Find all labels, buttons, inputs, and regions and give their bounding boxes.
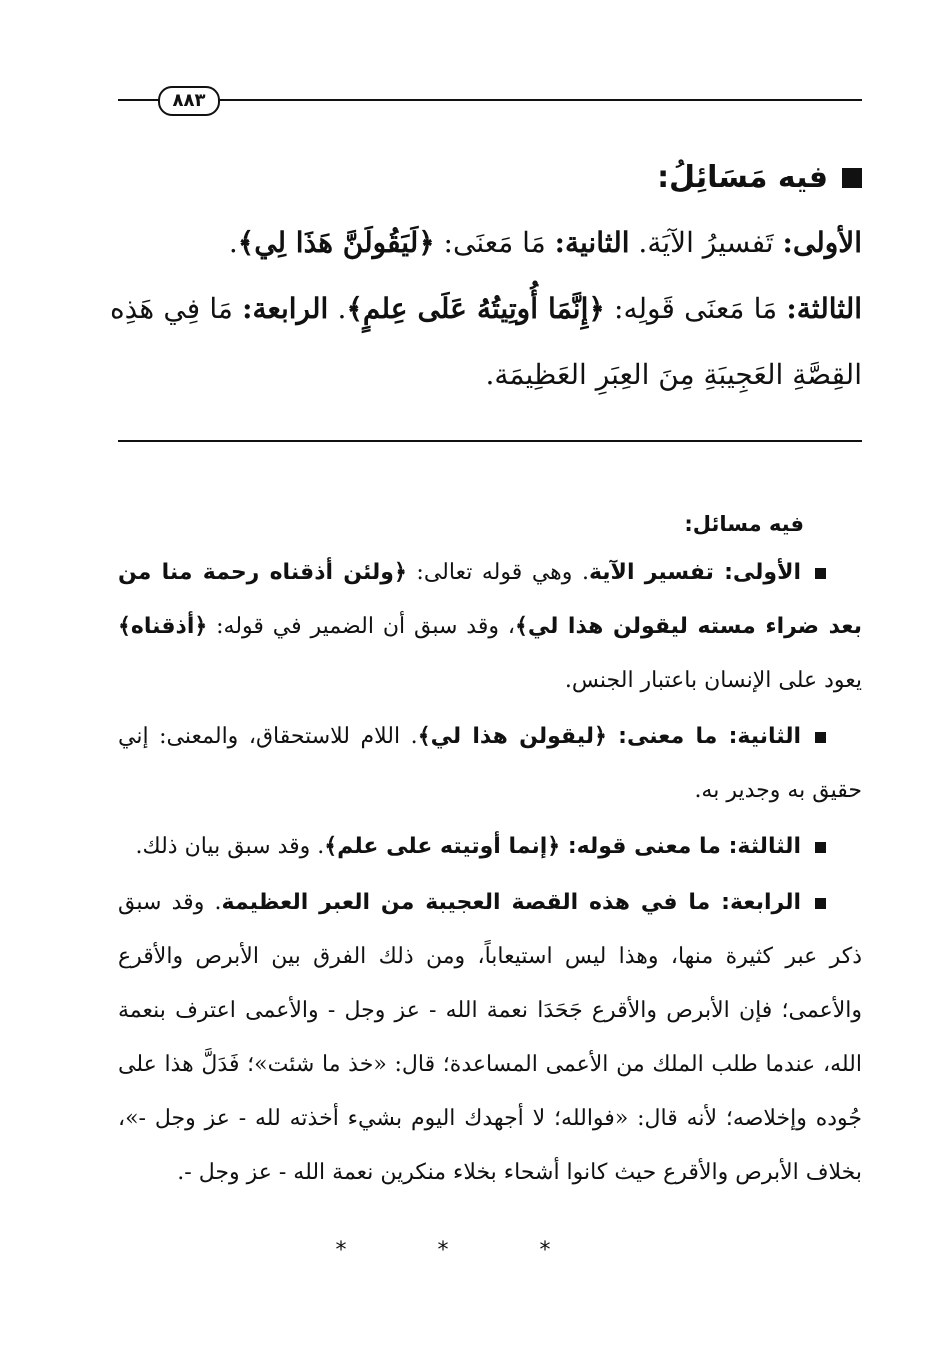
commentary-third-quote: ﴿إنما أوتيته على علم﴾ <box>324 834 568 859</box>
section-end-asterisks: * * * <box>335 1238 593 1263</box>
commentary-second-quote: ﴿ليقولن هذا لي﴾ <box>417 724 619 749</box>
label-fourth: الرابعة: <box>242 292 329 325</box>
commentary-first <box>118 546 862 708</box>
square-bullet-icon <box>815 898 826 909</box>
commentary-second-label: الثانية: ما معنى: <box>618 724 801 749</box>
square-bullet-icon <box>815 842 826 853</box>
commentary-fourth-label: الرابعة: ما في هذه القصة العجيبة من العبر العظيمة <box>221 890 801 915</box>
quran-quote-third: ﴿إِنَّمَا أُوتِيتُهُ عَلَى عِلمٍ﴾ <box>346 292 605 325</box>
text-first: تَفسيرُ الآيَة. <box>629 226 783 259</box>
label-first: الأولى: <box>782 226 862 259</box>
commentary-section <box>118 506 862 1202</box>
commentary-second <box>118 710 862 818</box>
questions-section <box>110 152 862 408</box>
label-second: الثانية: <box>554 226 630 259</box>
commentary-fourth-text: . وقد سبق ذكر عبر كثيرة منها، وهذا ليس استيعاباً، ومن ذلك الفرق بين الأبرص والأقرع والأعمى؛ فإن الأبرص والأقرع جَحَدَا نعمة الله - عز وجل - والأعمى اعترف بنعمة الله، عندما طلب الملك من الأعمى المساعدة؛ قال: «خذ ما شئت»؛ فَدَلَّ هذا على جُوده وإخلاصه؛ لأنه قال: «فوالله؛ لا أجهدك اليوم بشيء أخذته لله - عز وجل -»، بخلاف الأبرص والأقرع حيث كانوا أشحاء بخلاء منكرين نعمة الله - عز وجل -. <box>118 890 863 1185</box>
square-bullet-icon <box>815 568 826 579</box>
text-second: مَا مَعنَى: <box>434 226 555 259</box>
commentary-heading: فيه مسائل: <box>684 512 804 536</box>
commentary-third-label: الثالثة: ما معنى قوله: <box>567 834 801 859</box>
square-bullet-icon <box>815 732 826 743</box>
text-fourth: مَا فِي هَذِه القِصَّةِ العَجِيبَةِ مِنَ العِبَرِ العَظِيمَة. <box>110 292 862 391</box>
commentary-first-text-c: يعود على الإنسان باعتبار الجنس. <box>564 668 862 693</box>
text-third: مَا مَعنَى قَولِه: <box>604 292 787 325</box>
commentary-second-text: . اللام للاستحقاق، والمعنى: إني حقيق به وجدير به. <box>118 724 862 803</box>
commentary-first-quote-b: ﴿أذقناه﴾ <box>118 614 208 639</box>
commentary-third <box>118 820 862 874</box>
commentary-first-text-b: ، وقد سبق أن الضمير في قوله: <box>207 614 515 639</box>
text-third-end: . <box>328 292 347 325</box>
commentary-fourth <box>118 876 862 1200</box>
commentary-first-label: الأولى: تفسير الآية <box>588 560 801 585</box>
questions-heading <box>110 152 862 204</box>
label-third: الثالثة: <box>786 292 863 325</box>
commentary-first-quote-a: ﴿ولئن أذقناه رحمة منا من بعد ضراء مسته ليقولن هذا لي﴾ <box>118 560 862 639</box>
commentary-third-text: . وقد سبق بيان ذلك. <box>135 834 325 859</box>
square-bullet-icon <box>842 168 862 188</box>
commentary-first-text-a: . وهي قوله تعالى: <box>406 560 589 585</box>
questions-paragraph <box>110 210 862 408</box>
section-divider <box>118 440 862 442</box>
header-rule <box>118 99 862 101</box>
questions-heading-text: فيه مَسَائِلُ: <box>657 160 828 195</box>
page-number: ٨٨٣ <box>158 86 220 116</box>
quran-quote-second: ﴿لَيَقُولَنَّ هَذَا لِي﴾ <box>237 226 435 259</box>
text-second-end: . <box>228 226 238 259</box>
